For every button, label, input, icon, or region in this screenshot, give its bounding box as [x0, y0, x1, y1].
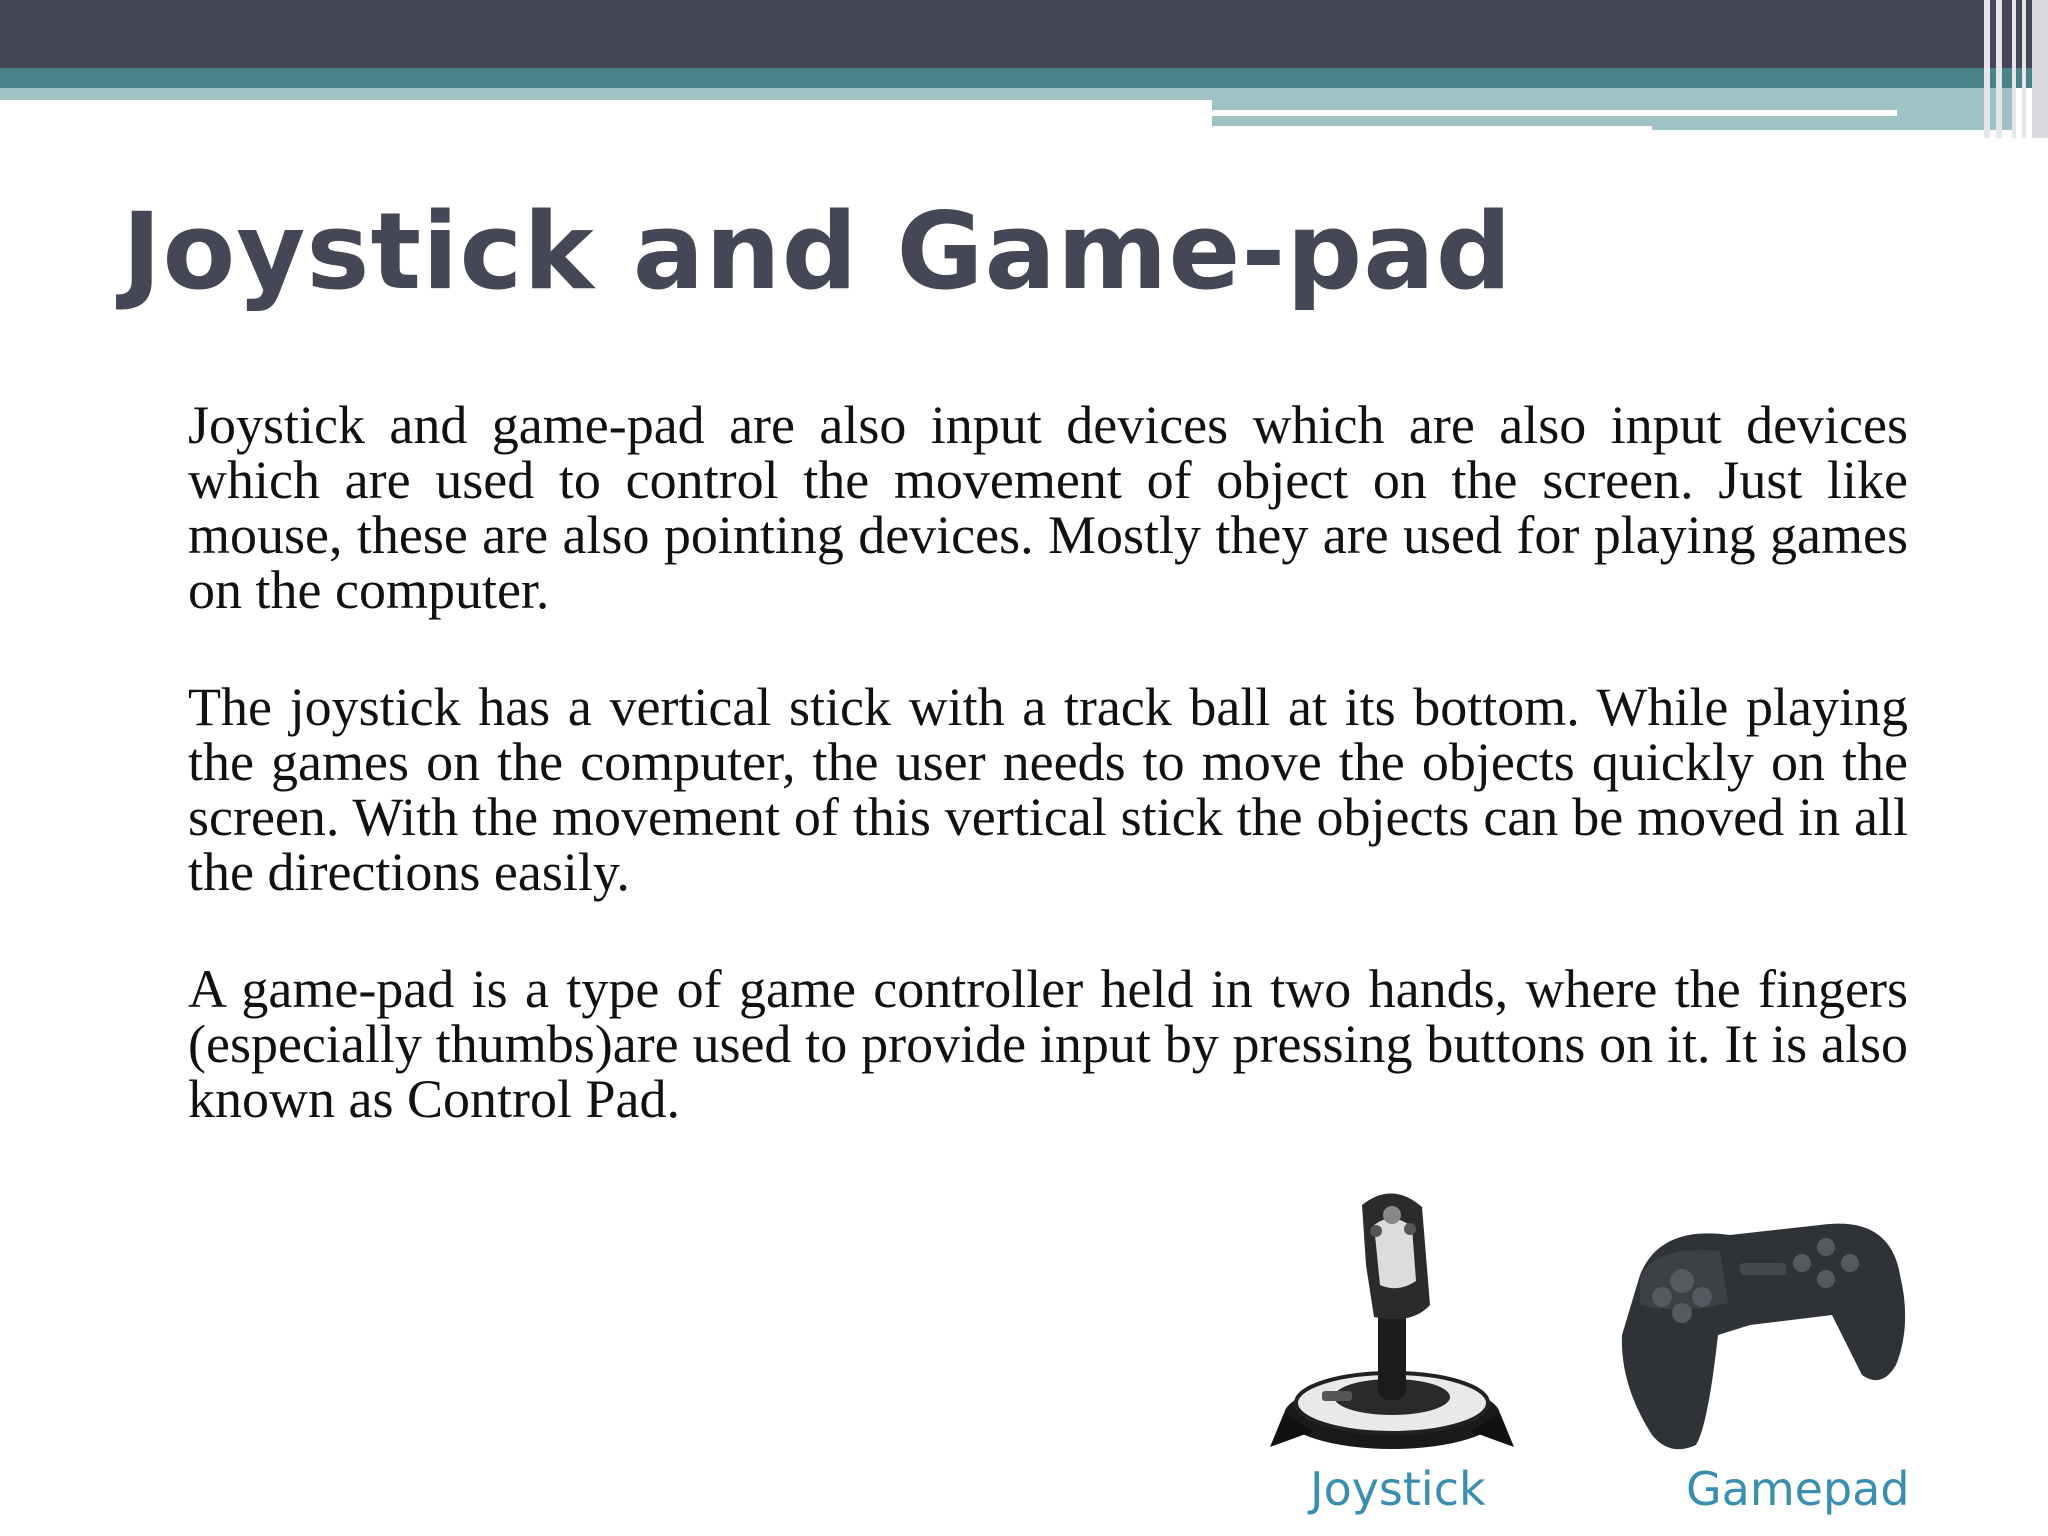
header-white-line: [1652, 130, 2012, 134]
header-band-light: [0, 88, 1212, 100]
paragraph-intro: Joystick and game-pad are also input devices which are also input devices which are used to control the movement of object on the screen. Just like mouse, these are also pointing devices. Mostly they are used for playing games on the computer.: [188, 395, 1908, 620]
slide-body: [188, 395, 1908, 1189]
corner-stripe: [2012, 0, 2016, 138]
corner-stripe: [1996, 0, 2002, 138]
header-white-line: [1212, 126, 1652, 134]
gamepad-caption: Gamepad: [1686, 1462, 1910, 1516]
corner-stripe: [2032, 0, 2048, 138]
slide-title: Joystick and Game-pad: [122, 190, 1513, 313]
header-white-line: [1212, 110, 1897, 116]
corner-stripe: [2022, 0, 2026, 138]
paragraph-gamepad: A game-pad is a type of game controller held in two hands, where the fingers (especially thumbs)are used to provide input by pressing buttons on it. It is also known as Control Pad.: [188, 959, 1908, 1129]
joystick-caption: Joystick: [1310, 1462, 1486, 1516]
corner-stripe: [1984, 0, 1990, 138]
header-band-dark: [0, 0, 2048, 68]
header-band-teal: [0, 68, 2048, 88]
paragraph-joystick: The joystick has a vertical stick with a track ball at its bottom. While playing the games on the computer, the user needs to move the objects quickly on the screen. With the movement of this vertical stick the objects can be moved in all the directions easily.: [188, 677, 1908, 902]
